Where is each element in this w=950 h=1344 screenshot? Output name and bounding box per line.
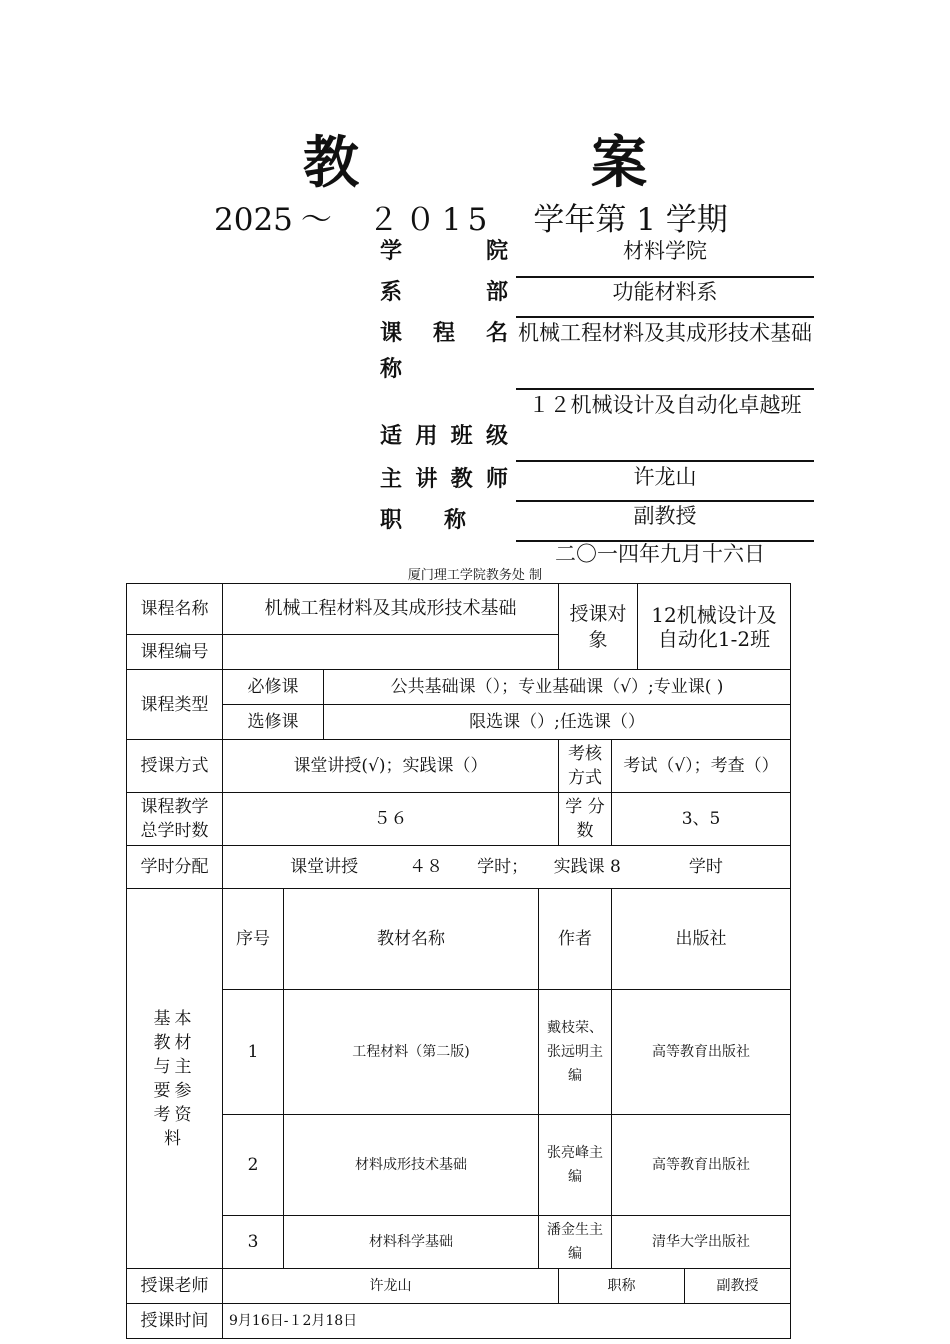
term-year-start: 2025 xyxy=(214,202,293,238)
audience-label: 授课对象 xyxy=(559,584,638,670)
ref-author: 张亮峰主编 xyxy=(539,1115,612,1216)
elective-label: 选修课 xyxy=(223,705,324,740)
ref-publisher: 清华大学出版社 xyxy=(612,1216,791,1269)
time-value: 9月16日-１2月18日 xyxy=(223,1304,791,1339)
credits-label: 学 分 数 xyxy=(559,793,612,846)
required-value: 公共基础课（）；专业基础课（√）;专业课( ) xyxy=(324,670,791,705)
total-hours-label: 课程教学总学时数 xyxy=(127,793,223,846)
page-title: 教 案 xyxy=(303,130,735,196)
class-value: １２机械设计及自动化卓越班 xyxy=(528,393,802,417)
rank-value: 副教授 xyxy=(633,504,697,528)
rank-table-label: 职称 xyxy=(559,1269,685,1304)
college-label: 学 院 xyxy=(380,238,508,264)
elective-value: 限选课（）;任选课（） xyxy=(324,705,791,740)
ref-author: 戴枝荣、张远明主编 xyxy=(539,990,612,1115)
table-row xyxy=(127,990,791,1115)
hours-split-value: 课堂讲授 ４８ 学时； 实践课 8 学时 xyxy=(223,846,791,889)
credits-value: 3、5 xyxy=(612,793,791,846)
assessment-label: 考核方式 xyxy=(559,740,612,793)
class-label: 适 用 班 级 xyxy=(380,423,508,449)
course-label: 课 程 名 xyxy=(380,320,508,346)
course-name-label: 课程名称 xyxy=(127,584,223,635)
refs-header-name: 教材名称 xyxy=(284,889,539,990)
refs-header-author: 作者 xyxy=(539,889,612,990)
ref-no: 1 xyxy=(223,990,284,1115)
department-label: 系 部 xyxy=(380,279,508,305)
refs-header-publisher: 出版社 xyxy=(612,889,791,990)
course-value: 机械工程材料及其成形技术基础 xyxy=(518,321,812,345)
instructor-label: 授课老师 xyxy=(127,1269,223,1304)
ref-no: 3 xyxy=(223,1216,284,1269)
hours-split-label: 学时分配 xyxy=(127,846,223,889)
refs-label: 基本教材与主要参考资料 xyxy=(127,889,223,1269)
ref-name: 材料成形技术基础 xyxy=(284,1115,539,1216)
term-year-end: ２０15 xyxy=(367,202,494,238)
ref-publisher: 高等教育出版社 xyxy=(612,990,791,1115)
ref-no: 2 xyxy=(223,1115,284,1216)
teaching-mode-label: 授课方式 xyxy=(127,740,223,793)
department-value: 功能材料系 xyxy=(612,280,718,304)
audience-value: 12机械设计及自动化1-2班 xyxy=(638,584,791,670)
teacher-value: 许龙山 xyxy=(633,465,697,489)
teacher-label: 主 讲 教 师 xyxy=(380,466,508,492)
date: 二〇一四年九月十六日 xyxy=(555,542,765,566)
course-info-table xyxy=(126,583,791,1339)
rank-label: 职 称 xyxy=(380,507,466,533)
issuer: 厦门理工学院教务处 制 xyxy=(407,568,543,583)
required-label: 必修课 xyxy=(223,670,324,705)
course-name-value: 机械工程材料及其成形技术基础 xyxy=(223,584,559,635)
course-type-label: 课程类型 xyxy=(127,670,223,740)
course-label-cont: 称 xyxy=(380,356,403,382)
table-row xyxy=(127,1115,791,1216)
instructor-value: 许龙山 xyxy=(223,1269,559,1304)
term-tilde: ～ xyxy=(300,202,332,238)
ref-publisher: 高等教育出版社 xyxy=(612,1115,791,1216)
teaching-mode-value: 课堂讲授(√)；实践课（） xyxy=(223,740,559,793)
college-value: 材料学院 xyxy=(623,239,707,263)
rank-table-value: 副教授 xyxy=(685,1269,791,1304)
term-suffix: 学年第 1 学期 xyxy=(533,202,728,238)
course-code-value xyxy=(223,635,559,670)
course-code-label: 课程编号 xyxy=(127,635,223,670)
assessment-value: 考试（√）；考查（） xyxy=(612,740,791,793)
table-row xyxy=(127,1216,791,1269)
refs-header-no: 序号 xyxy=(223,889,284,990)
ref-name: 材料科学基础 xyxy=(284,1216,539,1269)
time-label: 授课时间 xyxy=(127,1304,223,1339)
ref-author: 潘金生主编 xyxy=(539,1216,612,1269)
ref-name: 工程材料（第二版) xyxy=(284,990,539,1115)
total-hours-value: ５６ xyxy=(223,793,559,846)
